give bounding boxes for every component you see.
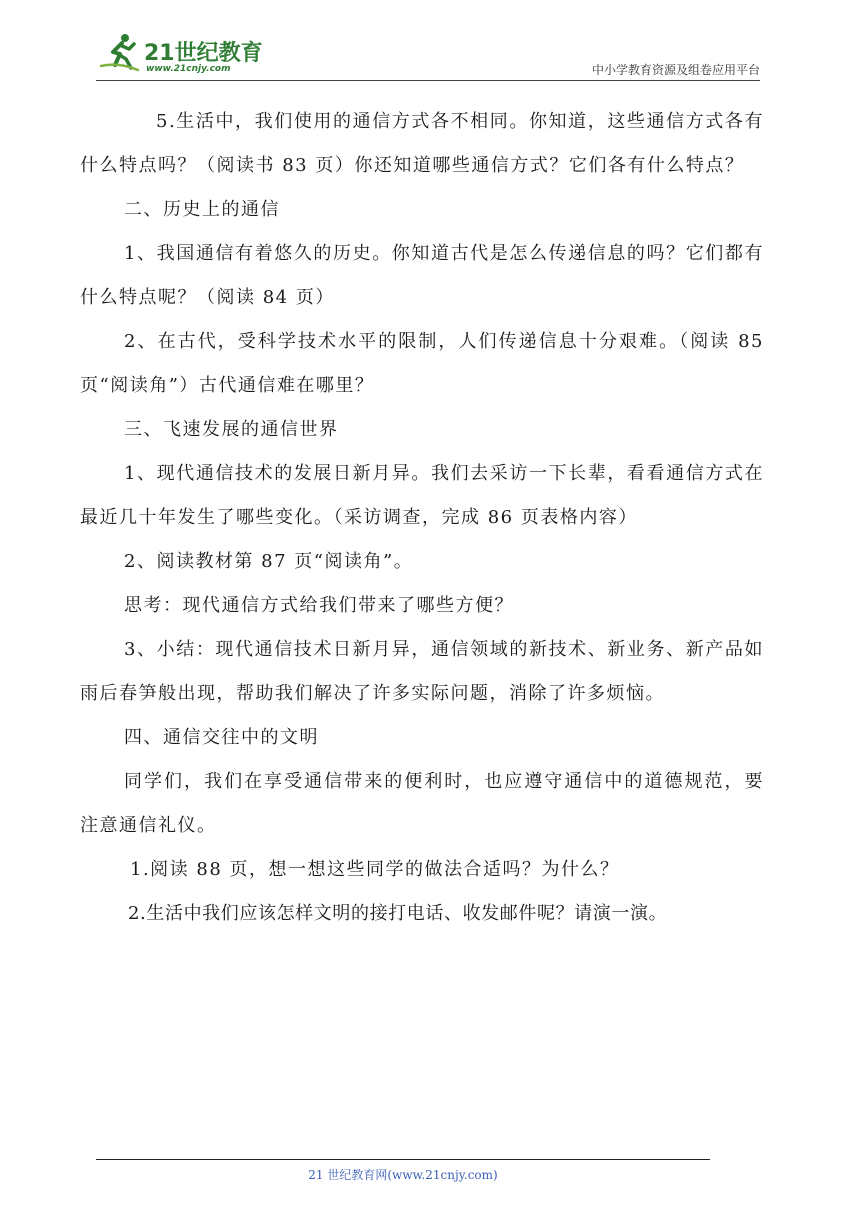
paragraph: 2、在古代，受科学技术水平的限制，人们传递信息十分艰难。（阅读 85 页“阅读角”）古代通信难在哪里？ — [80, 331, 764, 396]
paragraph: 1、我国通信有着悠久的历史。你知道古代是怎么传递信息的吗？它们都有什么特点呢？（阅读 84 页） — [80, 243, 764, 308]
footer-divider — [96, 1159, 710, 1160]
logo-url: www.21cnjy.com — [146, 64, 231, 74]
section-heading: 四、通信交往中的文明 — [124, 727, 319, 748]
paragraph: 2、阅读教材第 87 页“阅读角”。 — [124, 551, 414, 572]
paragraph: 同学们，我们在享受通信带来的便利时，也应遵守通信中的道德规范，要注意通信礼仪。 — [80, 771, 764, 836]
runner-logo-icon — [98, 32, 142, 72]
paragraph: 5.生活中，我们使用的通信方式各不相同。你知道，这些通信方式各有什么特点吗？（阅读书 83 页）你还知道哪些通信方式？它们各有什么特点？ — [80, 111, 764, 176]
site-logo[interactable] — [96, 28, 266, 76]
paragraph: 2.生活中我们应该怎样文明的接打电话、收发邮件呢？请演一演。 — [128, 903, 668, 924]
footer-text[interactable]: 21 世纪教育网(www.21cnjy.com) — [308, 1168, 498, 1182]
document-body — [80, 100, 764, 936]
paragraph: 思考：现代通信方式给我们带来了哪些方便？ — [124, 595, 514, 616]
paragraph: 1.阅读 88 页，想一想这些同学的做法合适吗？为什么？ — [130, 859, 620, 880]
paragraph: 3、小结：现代通信技术日新月异，通信领域的新技术、新业务、新产品如雨后春笋般出现，帮助我们解决了许多实际问题，消除了许多烦恼。 — [80, 639, 764, 704]
section-heading: 二、历史上的通信 — [124, 199, 280, 220]
paragraph: 1、现代通信技术的发展日新月异。我们去采访一下长辈，看看通信方式在最近几十年发生了哪些变化。（采访调查，完成 86 页表格内容） — [80, 463, 764, 528]
header-divider — [96, 80, 760, 81]
header-tagline: 中小学教育资源及组卷应用平台 — [591, 63, 760, 77]
logo-text: 21世纪教育 — [144, 41, 263, 66]
page-header — [96, 28, 760, 80]
section-heading: 三、飞速发展的通信世界 — [124, 419, 339, 440]
